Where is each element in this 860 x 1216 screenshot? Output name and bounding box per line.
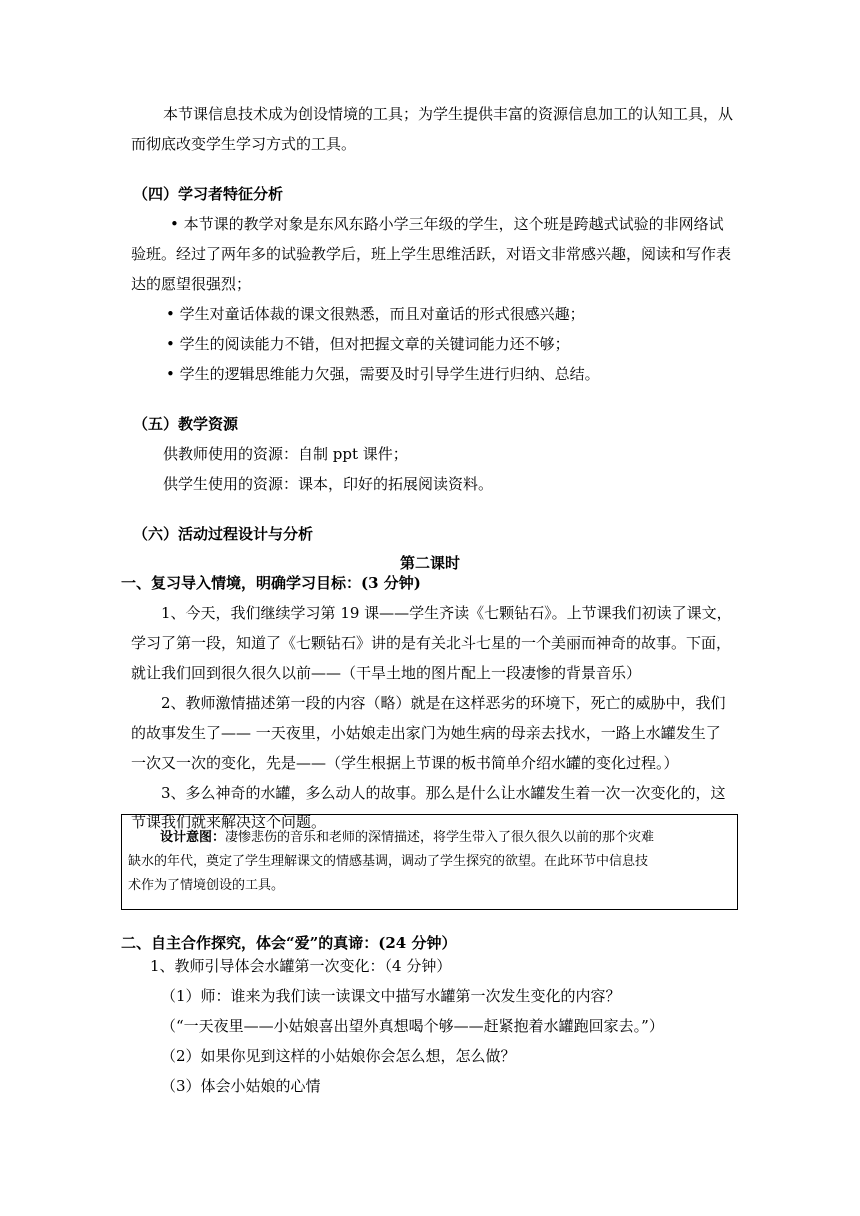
section4-para-line-2: 验班。经过了两年多的试验教学后，班上学生思维活跃，对语文非常感兴趣，阅读和写作表 bbox=[131, 245, 732, 263]
section4-para-line-3: 达的愿望很强烈； bbox=[131, 275, 252, 293]
part1-p1-line-1: 1、今天，我们继续学习第 19 课——学生齐读《七颗钻石》。上节课我们初读了课文， bbox=[161, 604, 732, 622]
section4-bullet-1: • 学生对童话体裁的课文很熟悉，而且对童话的形式很感兴趣； bbox=[166, 305, 585, 323]
design-note-label: 设计意图： bbox=[160, 830, 226, 845]
section4-para-line-1: • 本节课的教学对象是东风东路小学三年级的学生，这个班是跨越式试验的非网络试 bbox=[170, 215, 724, 233]
section4-bullet-2: • 学生的阅读能力不错，但对把握文章的关键词能力还不够； bbox=[166, 335, 570, 353]
section5-heading: （五）教学资源 bbox=[133, 415, 239, 433]
part1-p3-line-2: 节课我们就来解决这个问题。 bbox=[131, 813, 327, 831]
design-note-line-2: 缺水的年代，奠定了学生理解课文的情感基调，调动了学生探究的欲望。在此环节中信息技 bbox=[128, 854, 649, 869]
part2-question-2: （2）如果你见到这样的小姑娘你会怎么想，怎么做？ bbox=[161, 1047, 516, 1065]
design-note-box bbox=[121, 814, 738, 910]
intro-line-2: 而彻底改变学生学习方式的工具。 bbox=[131, 135, 357, 153]
lesson-title: 第二课时 bbox=[399, 554, 460, 572]
part1-p1-line-3: 就让我们回到很久很久以前——（干旱土地的图片配上一段凄惨的背景音乐） bbox=[131, 664, 642, 682]
part1-p2-line-3: 一次又一次的变化，先是——（学生根据上节课的板书简单介绍水罐的变化过程。） bbox=[131, 754, 679, 772]
design-note-line-1-text: 凄惨悲伤的音乐和老师的深情描述，将学生带入了很久很久以前的那个灾难 bbox=[225, 830, 655, 845]
intro-line-1: 本节课信息技术成为创设情境的工具；为学生提供丰富的资源信息加工的认知工具，从 bbox=[163, 105, 734, 123]
part2-question-1: （1）师：谁来为我们读一读课文中描写水罐第一次发生变化的内容？ bbox=[161, 987, 621, 1005]
part2-sub-1: 1、教师引导体会水罐第一次变化：（4 分钟） bbox=[150, 957, 452, 975]
student-resources: 供学生使用的资源：课本，印好的拓展阅读资料。 bbox=[163, 475, 494, 493]
part2-heading: 二、自主合作探究，体会“爱”的真谛：(24 分钟） bbox=[121, 934, 457, 952]
design-note-line-3: 术作为了情境创设的工具。 bbox=[128, 878, 285, 893]
design-note-line-1 bbox=[160, 829, 654, 847]
section4-bullet-3: • 学生的逻辑思维能力欠强，需要及时引导学生进行归纳、总结。 bbox=[166, 365, 600, 383]
part1-p2-line-2: 的故事发生了—— 一天夜里，小姑娘走出家门为她生病的母亲去找水，一路上水罐发生了 bbox=[131, 724, 721, 742]
teacher-resources: 供教师使用的资源：自制 ppt 课件； bbox=[163, 445, 408, 463]
part1-p3-line-1: 3、多么神奇的水罐，多么动人的故事。那么是什么让水罐发生着一次一次变化的，这 bbox=[161, 784, 726, 802]
section6-heading: （六）活动过程设计与分析 bbox=[133, 525, 314, 543]
part1-p2-line-1: 2、教师激情描述第一段的内容（略）就是在这样恶劣的环境下，死亡的威胁中，我们 bbox=[161, 694, 726, 712]
part1-p1-line-2: 学习了第一段，知道了《七颗钻石》讲的是有关北斗七星的一个美丽而神奇的故事。下面， bbox=[131, 634, 732, 652]
part1-heading: 一、复习导入情境，明确学习目标：(3 分钟) bbox=[121, 574, 421, 592]
section4-heading: （四）学习者特征分析 bbox=[133, 185, 284, 203]
part2-quote: （“一天夜里——小姑娘喜出望外真想喝个够——赶紧抱着水罐跑回家去。”） bbox=[161, 1017, 664, 1035]
part2-question-3: （3）体会小姑娘的心情 bbox=[161, 1077, 321, 1095]
